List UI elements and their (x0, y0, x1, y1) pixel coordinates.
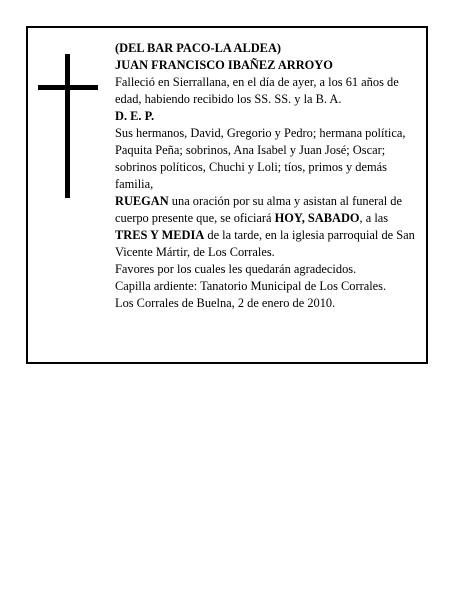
request-text-1: una oración por su alma y asistan al funeral de cuerpo presente que, se oficiará (115, 194, 402, 225)
family-list: Sus hermanos, David, Gregorio y Pedro; hermana política, Paquita Peña; sobrinos, Ana Isabel y Juan José; Oscar; sobrinos políticos, Chuchi y Loli; tíos, primos y demás familia, (115, 126, 406, 191)
obituary-notice (26, 26, 428, 364)
thanks-line: Favores por los cuales les quedarán agradecidos. (115, 262, 357, 276)
request-text-3: de la tarde, en la iglesia parroquial de San Vicente Mártir, de Los Corrales. (115, 228, 415, 259)
chapel-line: Capilla ardiente: Tanatorio Municipal de Los Corrales. (115, 279, 387, 293)
deceased-name: JUAN FRANCISCO IBAÑEZ ARROYO (115, 58, 333, 72)
funeral-day: HOY, SABADO (274, 211, 360, 225)
funeral-time: TRES Y MEDIA (115, 228, 205, 242)
funeral-request (115, 193, 420, 261)
rip-line: D. E. P. (115, 109, 155, 123)
place-date-line: Los Corrales de Buelna, 2 de enero de 2010. (115, 296, 336, 310)
request-text-2: , a las (359, 211, 389, 225)
cross-icon (38, 54, 98, 198)
ruegan-word: RUEGAN (115, 194, 169, 208)
cross-vertical-bar (65, 54, 70, 198)
cross-horizontal-bar (38, 85, 98, 90)
origin-line: (DEL BAR PACO-LA ALDEA) (115, 41, 282, 55)
notice-text (115, 40, 420, 312)
death-statement: Falleció en Sierrallana, en el día de ayer, a los 61 años de edad, habiendo recibido los SS. SS. y la B. A. (115, 75, 399, 106)
